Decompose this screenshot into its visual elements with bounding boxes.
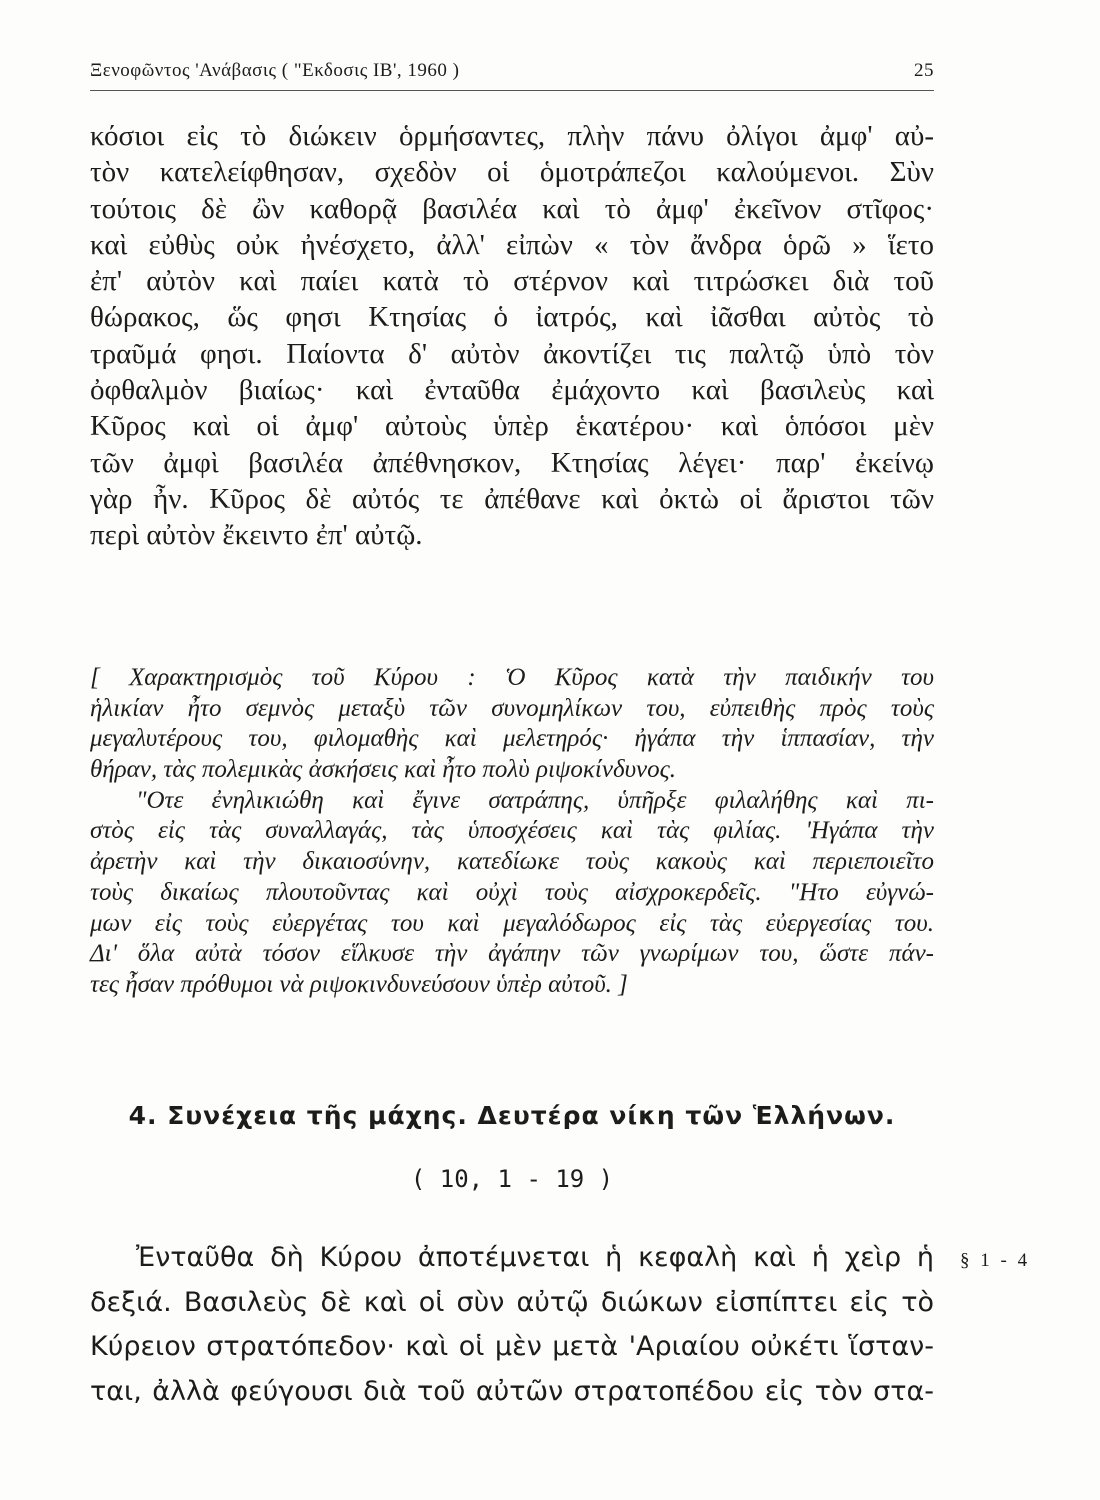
text-line: τούτοις δὲ ὢν καθορᾷ βασιλέα καὶ τὸ ἀμφ' ἐκεῖνον στῖφος· <box>90 192 934 225</box>
text-line: τῶν ἀμφὶ βασιλέα ἀπέθνησκον, Κτησίας λέγει· παρ' ἐκείνῳ <box>90 446 934 479</box>
text-line: ἐπ' αὐτὸν καὶ παίει κατὰ τὸ στέρνον καὶ τιτρώσκει διὰ τοῦ <box>90 265 934 298</box>
note-line: θήραν, τὰς πολεμικὰς ἀσκήσεις καὶ ἦτο πολὺ ριψοκίνδυνος. <box>90 756 677 784</box>
text-line: Κύρειον στρατόπεδον· καὶ οἱ μὲν μετὰ 'Αριαίου οὐκέτι ἵσταν- <box>90 1331 934 1362</box>
text-line: περὶ αὐτὸν ἔκειντο ἐπ' αὐτῷ. <box>90 519 423 552</box>
text-line: Κῦρος καὶ οἱ ἀμφ' αὐτοὺς ὑπὲρ ἑκατέρου· καὶ ὁπόσοι μὲν <box>90 410 934 443</box>
text-line: Ἐνταῦθα δὴ Κύρου ἀποτέμνεται ἡ κεφαλὴ καὶ ἡ χεὶρ ἡ <box>136 1242 934 1273</box>
section-text <box>90 1236 934 1414</box>
text-line: γὰρ ἦν. Κῦρος δὲ αὐτός τε ἀπέθανε καὶ ὀκτὼ οἱ ἄριστοι τῶν <box>90 482 934 515</box>
header-rule <box>90 90 934 91</box>
main-text <box>90 118 934 554</box>
note-line: Δι' ὅλα αὐτὰ τόσον εἵλκυσε τὴν ἀγάπην τῶν γνωρίμων του, ὥστε πάν- <box>90 940 934 968</box>
section-heading: 4. Συνέχεια τῆς μάχης. Δευτέρα νίκη τῶν Ἑλλήνων. <box>128 1101 896 1130</box>
text-line: καὶ εὐθὺς οὐκ ἠνέσχετο, ἀλλ' εἰπὼν « τὸν ἄνδρα ὁρῶ » ἵετο <box>90 228 934 261</box>
note-line: ἀρετὴν καὶ τὴν δικαιοσύνην, κατεδίωκε τοὺς κακοὺς καὶ περιεποιεῖτο <box>90 848 934 876</box>
text-line: κόσιοι εἰς τὸ διώκειν ὁρμήσαντες, πλὴν πάνυ ὀλίγοι ἀμφ' αὐ- <box>90 120 934 152</box>
note-line: στὸς εἰς τὰς συναλλαγάς, τὰς ὑποσχέσεις καὶ τὰς φιλίας. 'Ηγάπα τὴν <box>90 817 934 845</box>
note-line: τες ἦσαν πρόθυμοι νὰ ριψοκινδυνεύσουν ὑπὲρ αὐτοῦ. ] <box>90 970 628 998</box>
running-title: Ξενοφῶντος 'Ανάβασις ( "Εκδοσις ΙΒ', 1960 ) <box>90 60 460 81</box>
text-line: ται, ἀλλὰ φεύγουσι διὰ τοῦ αὐτῶν στρατοπέδου εἰς τὸν στα- <box>90 1375 934 1407</box>
text-line: θώρακος, ὥς φησι Κτησίας ὁ ἰατρός, καὶ ἰᾶσθαι αὐτὸς τὸ <box>90 301 934 334</box>
note-line: [ Χαρακτηρισμὸς τοῦ Κύρου : Ὁ Κῦρος κατὰ τὴν παιδικήν του <box>90 664 934 691</box>
note-line: μεγαλυτέρους του, φιλομαθὴς καὶ μελετηρός· ἠγάπα τὴν ἱππασίαν, τὴν <box>90 725 934 753</box>
character-note <box>90 663 934 1001</box>
note-line: μων εἰς τοὺς εὐεργέτας του καὶ μεγαλόδωρος εἰς τὰς εὐεργεσίας του. <box>90 909 934 937</box>
note-line: ἡλικίαν ἦτο σεμνὸς μεταξὺ τῶν συνομηλίκων του, εὐπειθὴς πρὸς τοὺς <box>90 694 934 722</box>
text-line: ὀφθαλμὸν βιαίως· καὶ ἐνταῦθα ἐμάχοντο καὶ βασιλεὺς καὶ <box>90 374 934 407</box>
section-reference: ( 10, 1 - 19 ) <box>410 1165 614 1193</box>
text-line: τραῦμά φησι. Παίοντα δ' αὐτὸν ἀκοντίζει τις παλτῷ ὑπὸ τὸν <box>90 337 934 370</box>
running-head <box>90 60 934 82</box>
text-line: τὸν κατελείφθησαν, σχεδὸν οἱ ὁμοτράπεζοι καλούμενοι. Σὺν <box>90 156 934 189</box>
page-number: 25 <box>914 60 934 81</box>
text-line: δεξιά. Βασιλεὺς δὲ καὶ οἱ σὺν αὐτῷ διώκων εἰσπίπτει εἰς τὸ <box>90 1286 934 1318</box>
note-line: "Οτε ἐνηλικιώθη καὶ ἔγινε σατράπης, ὑπῆρξε φιλαλήθης καὶ πι- <box>136 786 934 814</box>
note-line: τοὺς δικαίως πλουτοῦντας καὶ οὐχὶ τοὺς αἰσχροκερδεῖς. "Ητο εὐγνώ- <box>90 878 934 906</box>
margin-reference: § 1 - 4 <box>960 1250 1031 1271</box>
